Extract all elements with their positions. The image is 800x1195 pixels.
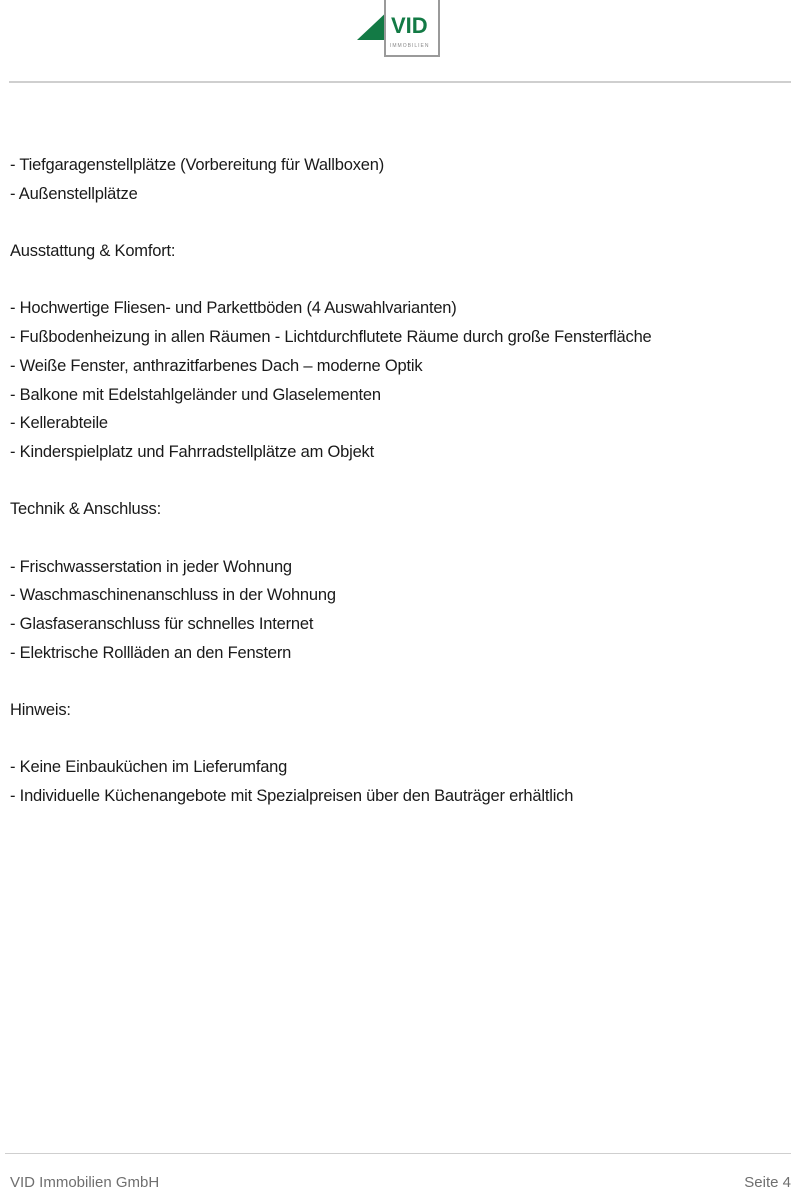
- list-item: - Individuelle Küchenangebote mit Spezialpreisen über den Bauträger erhältlich: [10, 787, 574, 806]
- section-heading-technik: Technik & Anschluss:: [10, 500, 161, 519]
- list-item-parking: - Tiefgaragenstellplätze (Vorbereitung für Wallboxen): [10, 156, 384, 174]
- list-item: - Frischwasserstation in jeder Wohnung: [10, 557, 292, 576]
- list-item-parking: - Außenstellplätze: [10, 184, 138, 203]
- logo-brand: VID: [391, 13, 428, 38]
- logo-subtitle: IMMOBILIEN: [390, 43, 430, 49]
- document-body: [10, 151, 790, 811]
- list-item: - Keine Einbauküchen im Lieferumfang: [10, 758, 288, 777]
- list-item: - Hochwertige Fliesen- und Parkettböden (4 Auswahlvarianten): [10, 299, 457, 318]
- header-divider: [9, 81, 791, 83]
- section-heading-ausstattung: Ausstattung & Komfort:: [10, 242, 176, 261]
- company-logo: [357, 0, 445, 60]
- list-item: - Weiße Fenster, anthrazitfarbenes Dach – moderne Optik: [10, 356, 423, 375]
- footer-divider: [5, 1153, 791, 1154]
- page-number: Seite 4: [744, 1174, 791, 1191]
- section-heading-hinweis: Hinweis:: [10, 701, 71, 720]
- list-item: - Kinderspielplatz und Fahrradstellplätze am Objekt: [10, 442, 374, 461]
- list-item: - Waschmaschinenanschluss in der Wohnung: [10, 586, 336, 605]
- list-item: - Elektrische Rollläden an den Fenstern: [10, 643, 292, 662]
- list-item: - Kellerabteile: [10, 414, 108, 433]
- list-item: - Balkone mit Edelstahlgeländer und Glaselementen: [10, 385, 381, 404]
- list-item: - Fußbodenheizung in allen Räumen - Lichtdurchflutete Räume durch große Fensterfläche: [10, 328, 652, 347]
- list-item: - Glasfaseranschluss für schnelles Internet: [10, 615, 314, 633]
- footer-company: VID Immobilien GmbH: [10, 1174, 160, 1191]
